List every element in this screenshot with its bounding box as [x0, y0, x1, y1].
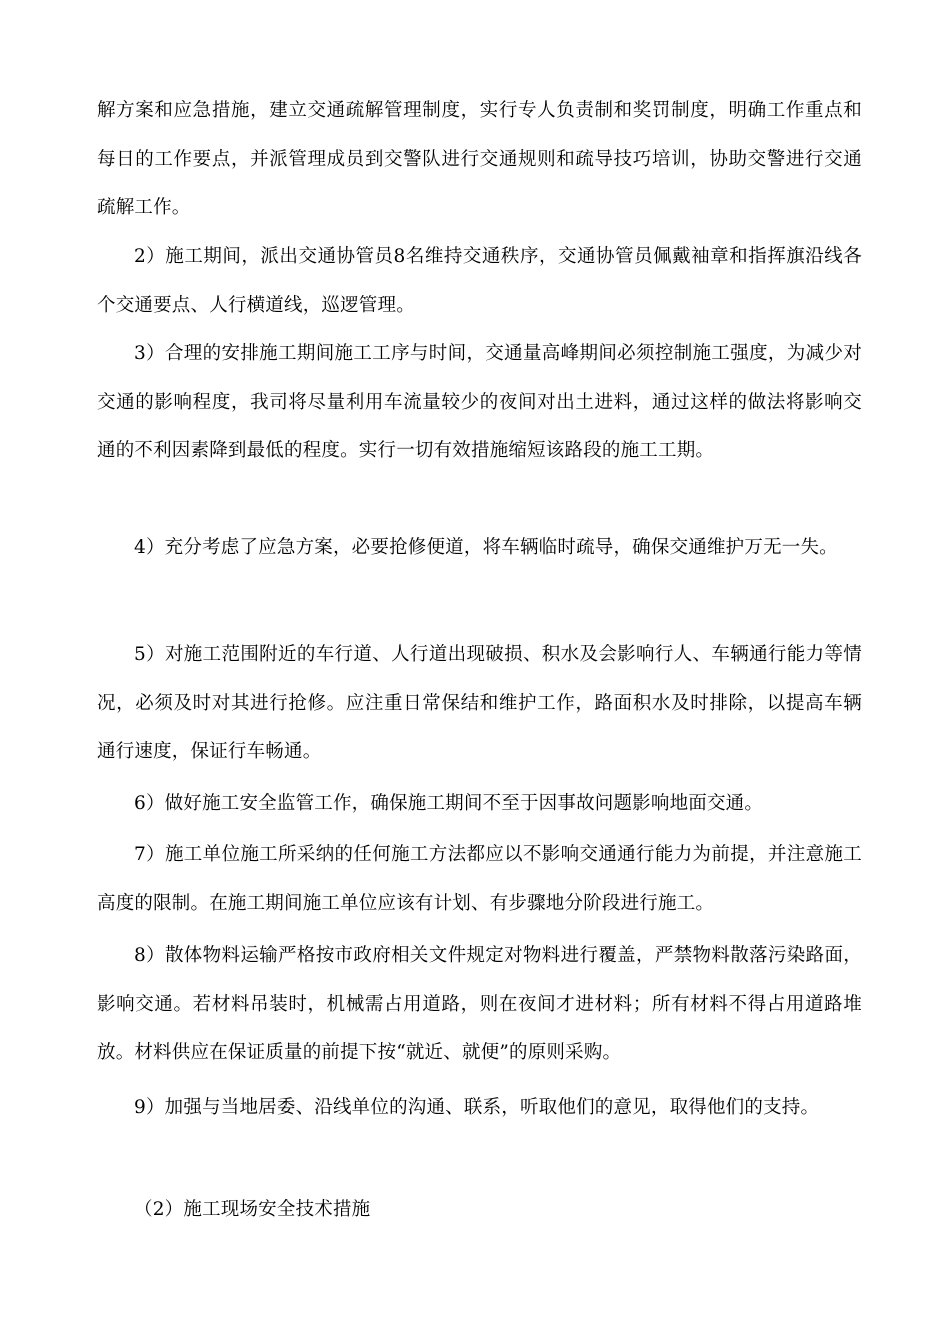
paragraph-item-2: 2）施工期间，派出交通协管员8名维持交通秩序，交通协管员佩戴袖章和指挥旗沿线各个交通要点、人行横道线，巡逻管理。	[97, 246, 862, 316]
paragraph-item-9: 9）加强与当地居委、沿线单位的沟通、联系，听取他们的意见，取得他们的支持。	[134, 1097, 820, 1118]
paragraph-item-8: 8）散体物料运输严格按市政府相关文件规定对物料进行覆盖，严禁物料散落污染路面，影响交通。若材料吊装时，机械需占用道路，则在夜间才进材料；所有材料不得占用道路堆放。材料供应在保证质量的前提下按“就近、就便”的原则采购。	[97, 945, 862, 1063]
paragraph-continuation: 解方案和应急措施，建立交通疏解管理制度，实行专人负责制和奖罚制度，明确工作重点和每日的工作要点，并派管理成员到交警队进行交通规则和疏导技巧培训，协助交警进行交通疏解工作。	[97, 100, 862, 218]
paragraph-item-4: 4）充分考虑了应急方案，必要抢修便道，将车辆临时疏导，确保交通维护万无一失。	[134, 537, 838, 558]
paragraph-item-6: 6）做好施工安全监管工作，确保施工期间不至于因事故问题影响地面交通。	[134, 793, 764, 814]
paragraph-item-3: 3）合理的安排施工期间施工工序与时间，交通量高峰期间必须控制施工强度，为减少对交通的影响程度，我司将尽量利用车流量较少的夜间对出土进料，通过这样的做法将影响交通的不利因素降到最低的程度。实行一切有效措施缩短该路段的施工工期。	[97, 343, 862, 461]
section-heading: （2）施工现场安全技术措施	[134, 1199, 371, 1220]
paragraph-item-7: 7）施工单位施工所采纳的任何施工方法都应以不影响交通通行能力为前提，并注意施工高度的限制。在施工期间施工单位应该有计划、有步骤地分阶段进行施工。	[97, 844, 862, 914]
paragraph-item-5: 5）对施工范围附近的车行道、人行道出现破损、积水及会影响行人、车辆通行能力等情况，必须及时对其进行抢修。应注重日常保结和维护工作，路面积水及时排除，以提高车辆通行速度，保证行车畅通。	[97, 644, 862, 762]
